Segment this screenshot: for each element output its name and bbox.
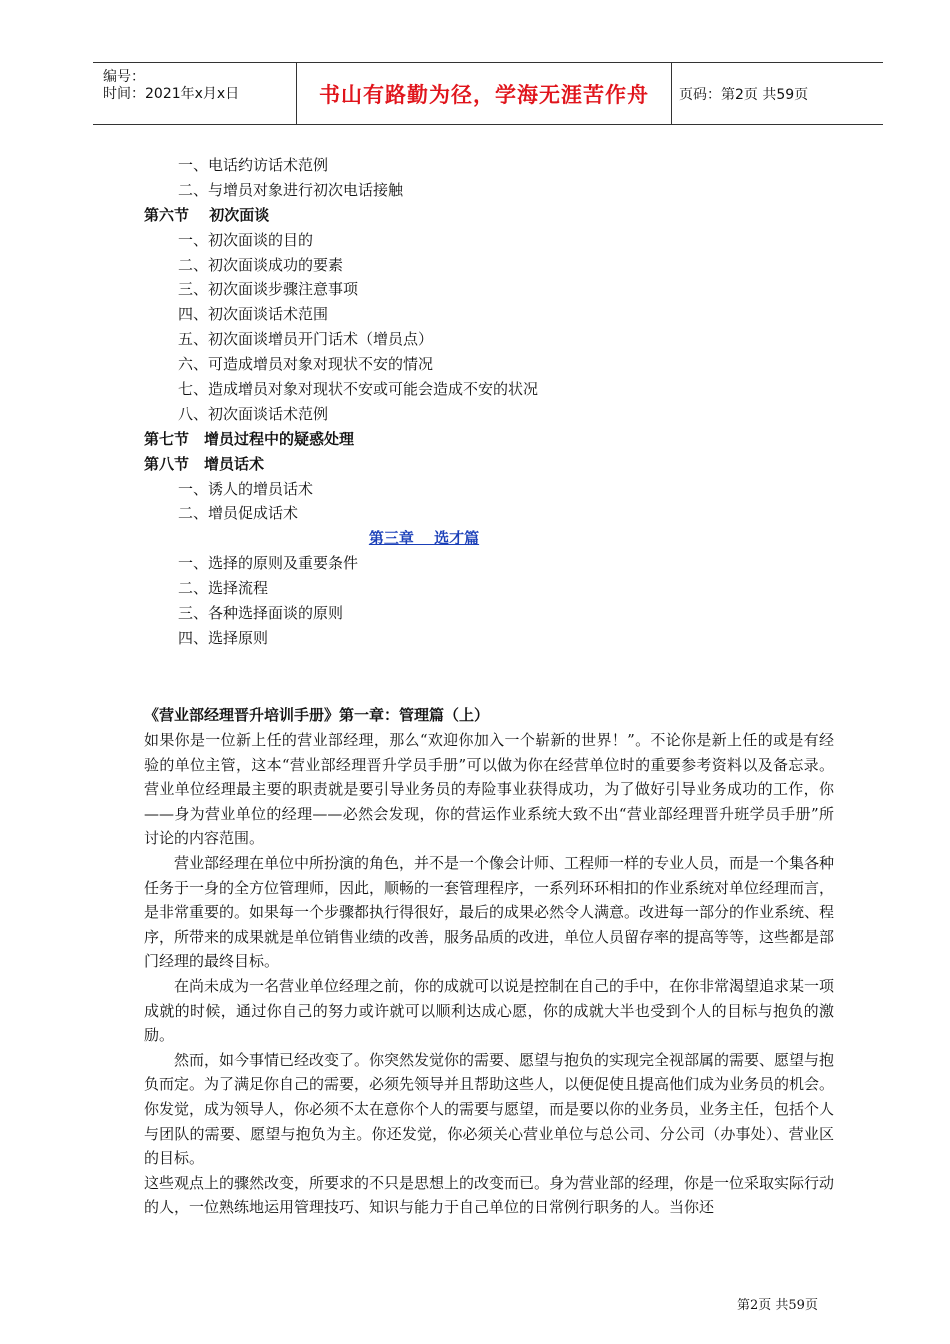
page-header [93, 62, 883, 125]
toc-section: 第六节 初次面谈 [144, 205, 270, 224]
toc-item: 八、初次面谈话术范例 [178, 404, 329, 423]
table-of-contents [144, 153, 844, 651]
article-title: 《营业部经理晋升培训手册》第一章：管理篇（上） [144, 706, 490, 724]
article-paragraph: 然而，如今事情已经改变了。你突然发觉你的需要、愿望与抱负的实现完全视部属的需要、愿望与抱负而定。为了满足你自己的需要，必须先领导并且帮助这些人，以便促使且提高他们成为业务员的机会。你发觉，成为领导人，你必须不太在意你个人的需要与愿望，而是要以你的业务员，业务主任，包括个人与团队的需要、愿望与抱负为主。你还发觉，你必须关心营业单位与总公司、分公司（办事处）、营业区的目标。 [144, 1050, 835, 1168]
toc-item: 一、选择的原则及重要条件 [178, 554, 359, 573]
toc-section: 第八节 增员话术 [144, 454, 265, 473]
toc-item: 一、初次面谈的目的 [178, 230, 314, 249]
document-time: 时间：2021年x月x日 [103, 86, 240, 102]
toc-item: 一、诱人的增员话术 [178, 479, 314, 498]
article-paragraph: 营业部经理在单位中所扮演的角色，并不是一个像会计师、工程师一样的专业人员，而是一个集各种任务于一身的全方位管理师，因此，顺畅的一套管理程序，一系列环环相扣的作业系统对单位经理而言，是非常重要的。如果每一个步骤都执行得很好，最后的成果必然令人满意。改进每一部分的作业系统、程序，所带来的成果就是单位销售业绩的改善，服务品质的改进，单位人员留存率的提高等等，这些都是部门经理的最终目标。 [144, 853, 835, 971]
article-paragraph: 在尚未成为一名营业单位经理之前，你的成就可以说是控制在自己的手中，在你非常渴望追求某一项成就的时候，通过你自己的努力或许就可以顺利达成心愿，你的成就大半也受到个人的目标与抱负的激励。 [144, 976, 835, 1045]
toc-item: 三、初次面谈步骤注意事项 [178, 280, 359, 299]
header-motto: 书山有路勤为径，学海无涯苦作舟 [297, 63, 672, 124]
toc-item: 二、选择流程 [178, 579, 269, 598]
article-paragraph: 这些观点上的骤然改变，所要求的不只是思想上的改变而已。身为营业部的经理，你是一位采取实际行动的人，一位熟练地运用管理技巧、知识与能力于自己单位的日常例行职务的人。当你还 [144, 1173, 835, 1217]
toc-item: 六、可造成增员对象对现状不安的情况 [178, 355, 434, 374]
toc-item: 二、增员促成话术 [178, 504, 299, 523]
header-page-info: 页码：第2页 共59页 [679, 86, 809, 103]
toc-item: 五、初次面谈增员开门话术（增员点） [178, 330, 434, 349]
article-paragraph: 如果你是一位新上任的营业部经理，那么“欢迎你加入一个崭新的世界！”。不论你是新上任的或是有经验的单位主管，这本“营业部经理晋升学员手册”可以做为你在经营单位时的重要参考资料以及备忘录。营业单位经理最主要的职责就是要引导业务员的寿险事业获得成功，为了做好引导业务成功的工作，你——身为营业单位的经理——必然会发现，你的营运作业系统大致不出“营业部经理晋升班学员手册”所讨论的内容范围。 [144, 731, 834, 848]
toc-item: 一、电话约访话术范例 [178, 156, 329, 174]
toc-item: 四、初次面谈话术范围 [178, 305, 329, 324]
document-number-label: 编号： [103, 69, 145, 85]
toc-item: 二、与增员对象进行初次电话接触 [178, 180, 404, 199]
toc-chapter [144, 526, 844, 551]
header-meta [93, 63, 297, 124]
article-body [144, 728, 834, 1220]
chapter-link[interactable]: 第三章 选才篇 [368, 529, 480, 548]
toc-item: 二、初次面谈成功的要素 [178, 255, 344, 274]
page-footer: 第2页 共59页 [737, 1298, 818, 1313]
toc-item: 三、各种选择面谈的原则 [178, 604, 344, 623]
toc-item: 四、选择原则 [178, 628, 269, 647]
article [144, 703, 834, 1220]
toc-item: 七、造成增员对象对现状不安或可能会造成不安的状况 [178, 380, 539, 399]
toc-section: 第七节 增员过程中的疑惑处理 [144, 429, 355, 448]
